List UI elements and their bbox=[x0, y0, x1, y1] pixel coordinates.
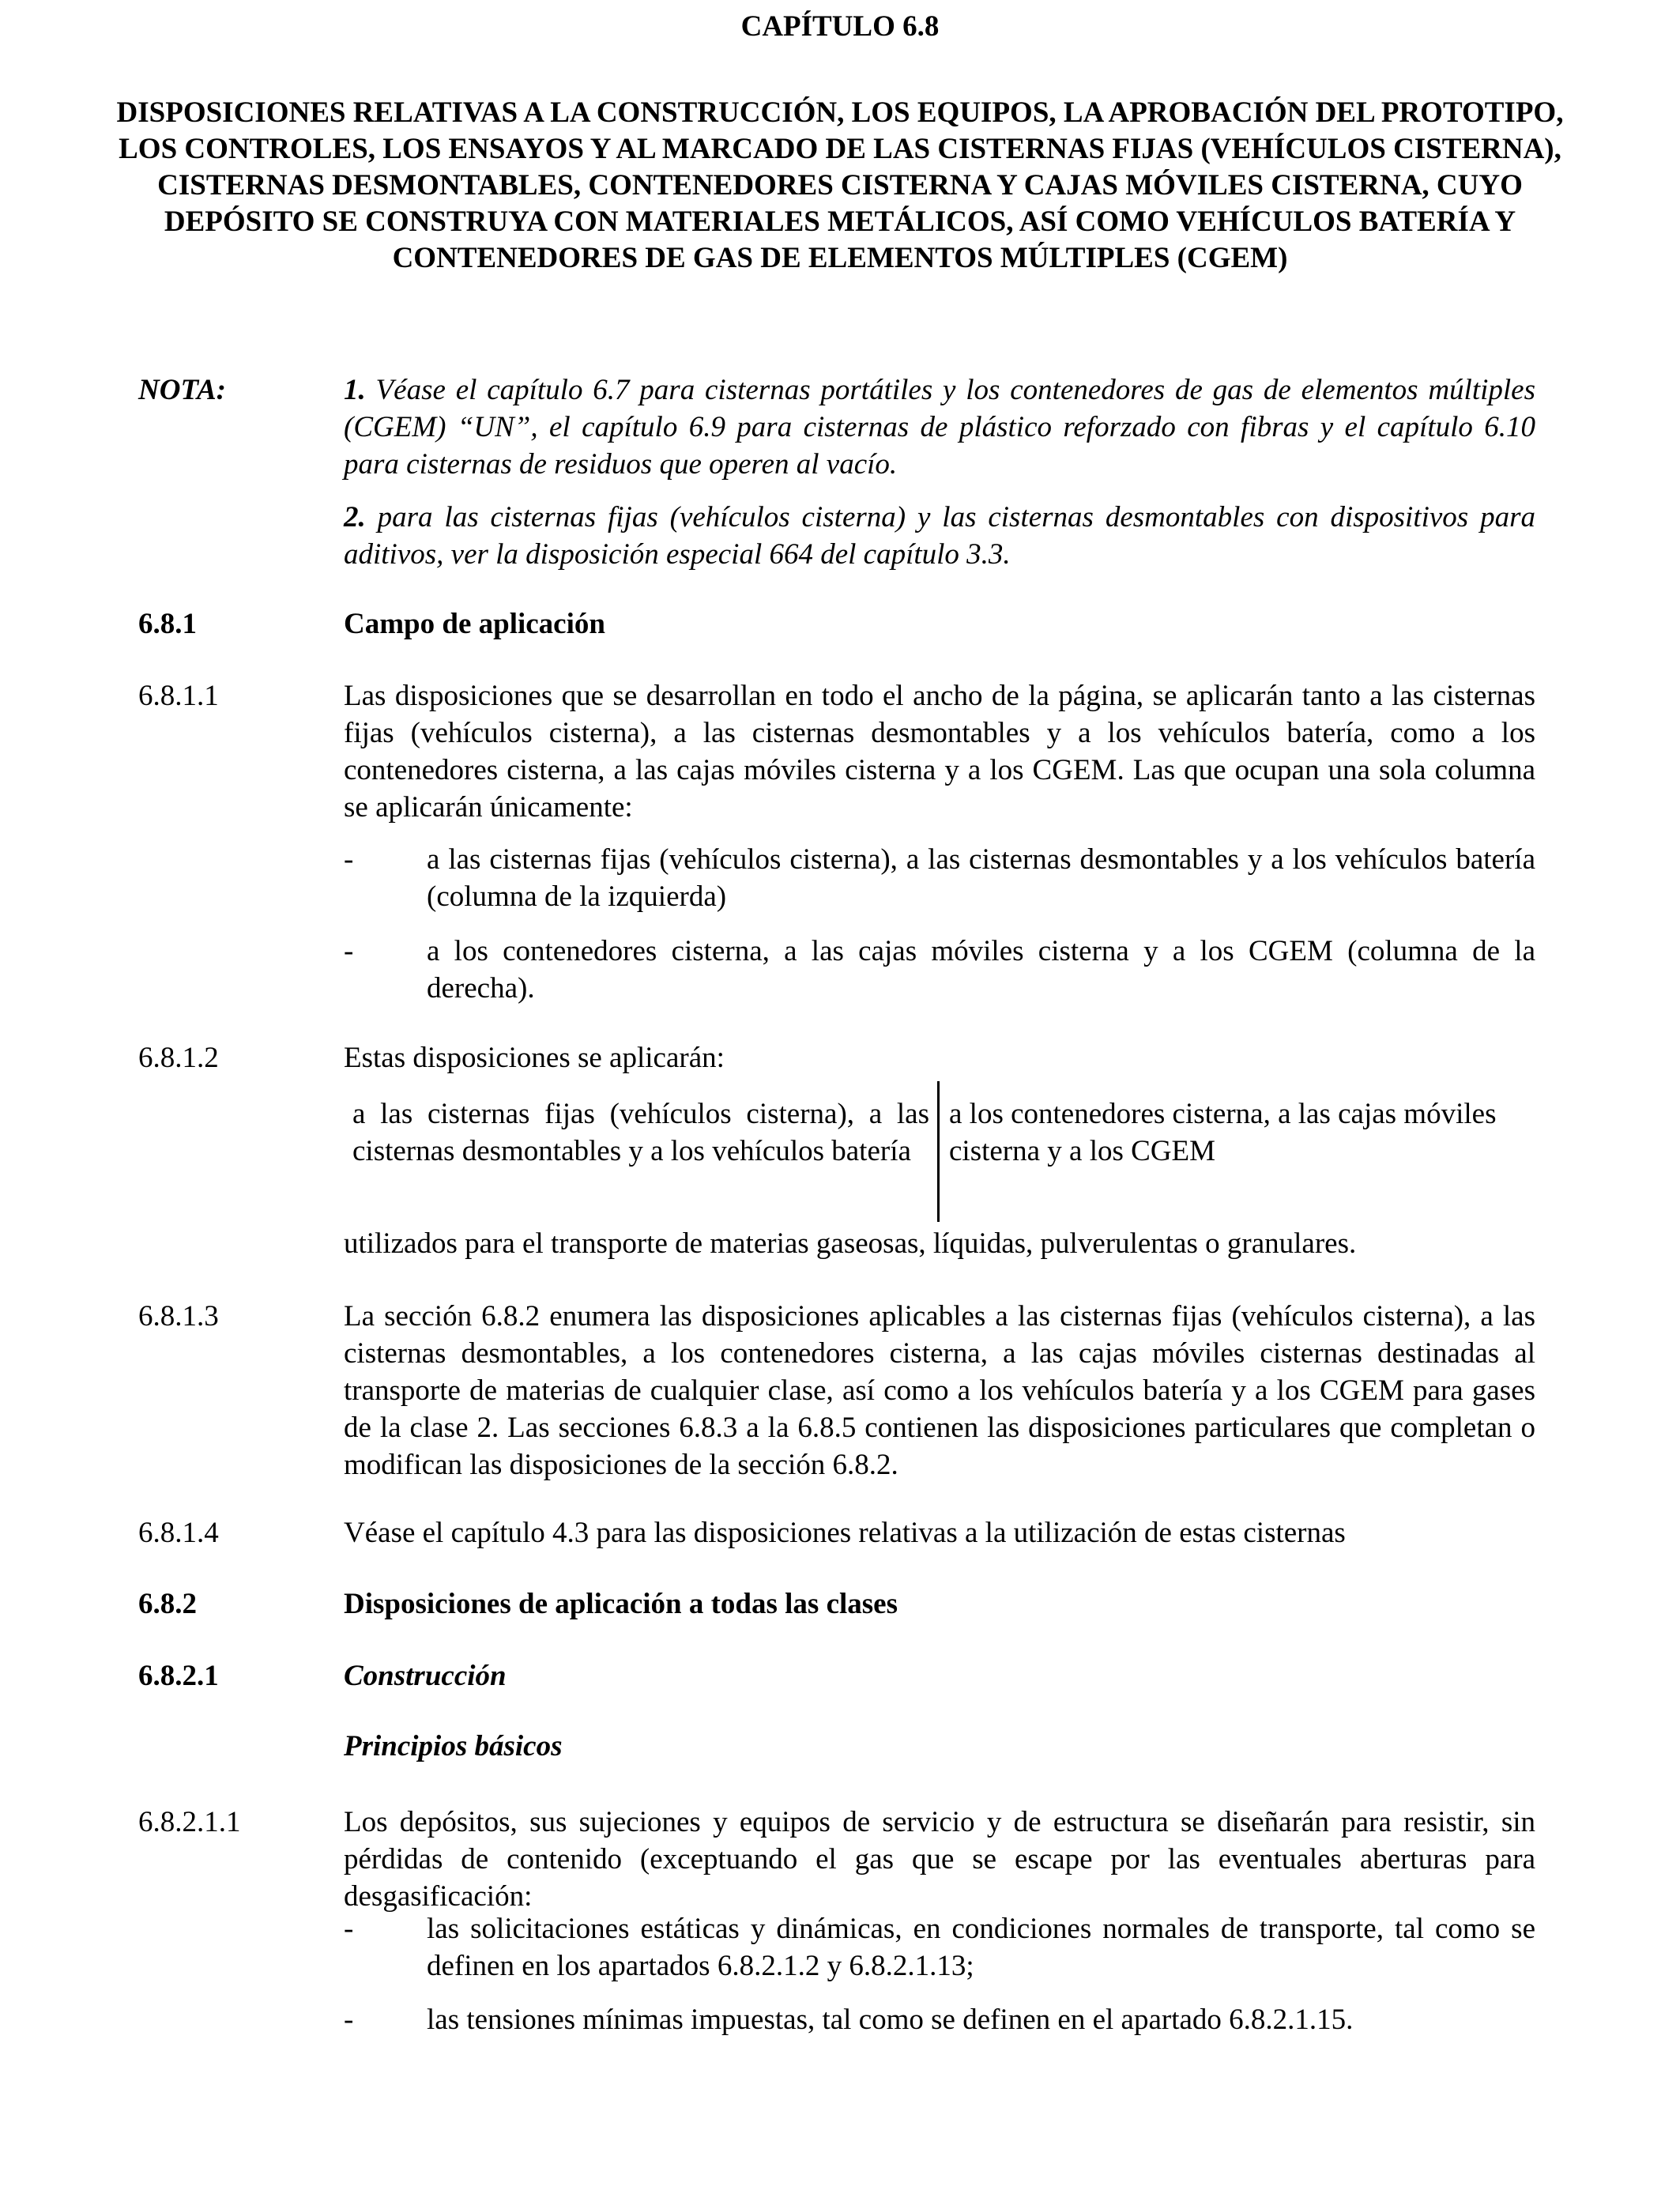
bullet-dash: - bbox=[344, 1913, 354, 1945]
section-number: 6.8.2 bbox=[138, 1588, 197, 1620]
bullet-item: a los contenedores cisterna, a las cajas móviles cisterna y a los CGEM (columna de la derecha). bbox=[427, 935, 1535, 1005]
note-2 bbox=[344, 499, 1535, 573]
paragraph-text: Estas disposiciones se aplicarán: bbox=[344, 1042, 725, 1074]
paragraph-number: 6.8.1.3 bbox=[138, 1300, 219, 1333]
note-1-text: Véase el capítulo 6.7 para cisternas portátiles y los contenedores de gas de elementos múltiples (CGEM) “UN”, el capítulo 6.9 para cisternas de plástico reforzado con fibras y el capítulo 6.10 para cisternas de residuos que operen al vacío. bbox=[344, 374, 1535, 481]
left-column-text: a las cisternas fijas (vehículos cisterna), a las cisternas desmontables y a los vehículos batería bbox=[352, 1098, 929, 1167]
section-title: Construcción bbox=[344, 1660, 507, 1692]
note-1-number: 1. bbox=[344, 374, 366, 406]
section-number: 6.8.2.1 bbox=[138, 1660, 219, 1692]
bullet-dash: - bbox=[344, 843, 354, 876]
section-number: 6.8.1 bbox=[138, 608, 197, 640]
note-2-number: 2. bbox=[344, 501, 366, 533]
paragraph-number: 6.8.1.4 bbox=[138, 1517, 219, 1549]
section-title: Disposiciones de aplicación a todas las clases bbox=[344, 1588, 898, 1620]
note-label: NOTA: bbox=[138, 374, 226, 406]
bullet-item: a las cisternas fijas (vehículos cisterna), a las cisternas desmontables y a los vehículos batería (columna de la izquierda) bbox=[427, 843, 1535, 913]
paragraph-text: Véase el capítulo 4.3 para las disposiciones relativas a la utilización de estas cisternas bbox=[344, 1517, 1346, 1549]
paragraph-number: 6.8.2.1.1 bbox=[138, 1806, 241, 1838]
paragraph-number: 6.8.1.1 bbox=[138, 680, 219, 712]
right-column-text: a los contenedores cisterna, a las cajas móviles cisterna y a los CGEM bbox=[949, 1098, 1497, 1167]
paragraph-text: La sección 6.8.2 enumera las disposiciones aplicables a las cisternas fijas (vehículos cisterna), a las cisternas desmontables, a los contenedores cisterna, a las cajas móviles cisternas destinadas al transporte de materias de cualquier clase, así como a los vehículos batería y a los CGEM para gases de la clase 2. Las secciones 6.8.3 a la 6.8.5 contienen las disposiciones particulares que completan o modifican las disposiciones de la sección 6.8.2. bbox=[344, 1300, 1535, 1481]
note-1 bbox=[344, 371, 1535, 483]
bullet-item: las solicitaciones estáticas y dinámicas, en condiciones normales de transporte, tal como se definen en los apartados 6.8.2.1.2 y 6.8.2.1.13; bbox=[427, 1913, 1535, 1982]
paragraph-text: utilizados para el transporte de materias gaseosas, líquidas, pulverulentas o granulares. bbox=[344, 1227, 1357, 1260]
bullet-dash: - bbox=[344, 2004, 354, 2036]
bullet-dash: - bbox=[344, 935, 354, 967]
section-title: Campo de aplicación bbox=[344, 608, 605, 640]
subsection-title: Principios básicos bbox=[344, 1730, 563, 1762]
bullet-item: las tensiones mínimas impuestas, tal como se definen en el apartado 6.8.2.1.15. bbox=[427, 2004, 1354, 2036]
paragraph-text: Las disposiciones que se desarrollan en todo el ancho de la página, se aplicarán tanto a las cisternas fijas (vehículos cisterna), a las cisternas desmontables y a los vehículos batería, como a los contenedores cisterna, a las cajas móviles cisterna y a los CGEM. Las que ocupan una sola columna se aplicarán únicamente: bbox=[344, 680, 1535, 824]
chapter-title: DISPOSICIONES RELATIVAS A LA CONSTRUCCIÓN, LOS EQUIPOS, LA APROBACIÓN DEL PROTOTIPO, LOS CONTROLES, LOS ENSAYOS Y AL MARCADO DE LAS CISTERNAS FIJAS (VEHÍCULOS CISTERNA), CISTERNAS DESMONTABLES, CONTENEDORES CISTERNA Y CAJAS MÓVILES CISTERNA, CUYO DEPÓSITO SE CONSTRUYA CON MATERIALES METÁLICOS, ASÍ COMO VEHÍCULOS BATERÍA Y CONTENEDORES DE GAS DE ELEMENTOS MÚLTIPLES (CGEM) bbox=[116, 96, 1564, 274]
note-2-text: para las cisternas fijas (vehículos cisterna) y las cisternas desmontables con dispositivos para aditivos, ver la disposición especial 664 del capítulo 3.3. bbox=[344, 501, 1535, 571]
paragraph-text: Los depósitos, sus sujeciones y equipos de servicio y de estructura se diseñarán para resistir, sin pérdidas de contenido (exceptuando el gas que se escape por las eventuales aberturas para desgasificación: bbox=[344, 1806, 1535, 1913]
chapter-heading: CAPÍTULO 6.8 bbox=[740, 10, 940, 43]
column-divider bbox=[937, 1081, 940, 1222]
paragraph-number: 6.8.1.2 bbox=[138, 1042, 219, 1074]
